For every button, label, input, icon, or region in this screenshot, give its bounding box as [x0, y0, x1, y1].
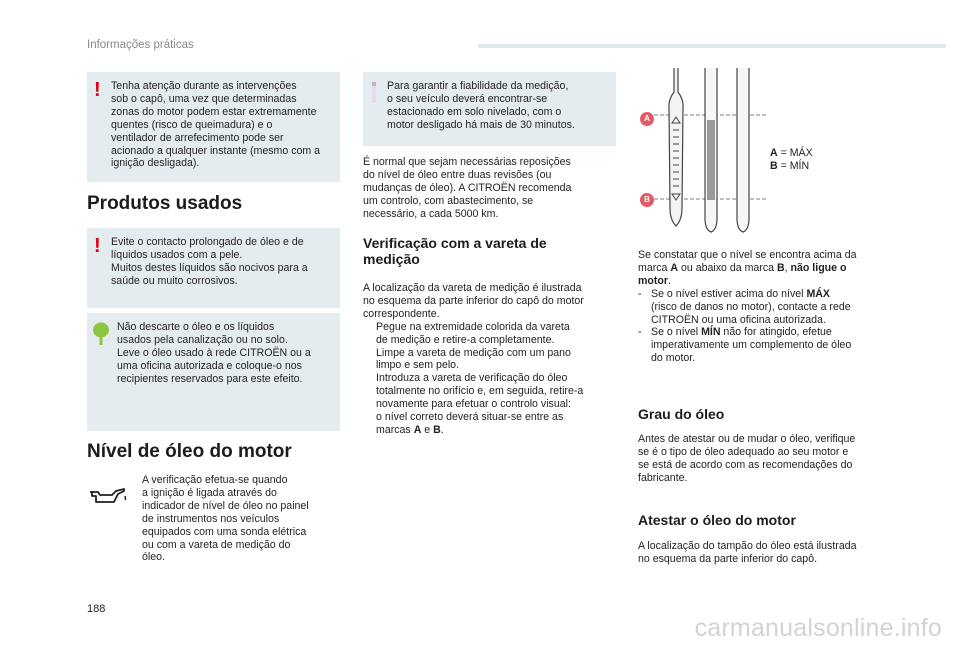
warning-box-skin-contact — [87, 228, 340, 308]
list-item: - Se o nível MÍN não for atingido, efetue — [638, 326, 832, 339]
warning-text: Evite o contacto prolongado de óleo e de líquidos usados com a pele. Muitos destes líquidos são nocivos para a saúde ou muito corrosivos. — [111, 236, 308, 287]
products-heading: Produtos usados — [87, 193, 243, 214]
dipstick-heading: Verificação com a vareta de medição — [363, 235, 547, 267]
list-item: Introduza a vareta de verificação do óleo — [376, 372, 568, 385]
eco-text: Não descarte o óleo e os líquidos usados pela canalização ou no solo. Leve o óleo usado à rede CITROËN ou a uma oficina autorizada e coloque-o nos recipientes reservados para este efeito. — [117, 321, 311, 385]
section-title: Informações práticas — [87, 39, 194, 51]
oil-fill-heading: Atestar o óleo do motor — [638, 512, 796, 528]
oil-fill-text: A localização do tampão do óleo está ilustrada no esquema da parte inferior do capô. — [638, 540, 857, 565]
dipstick-instructions: A localização da vareta de medição é ilustrada no esquema da parte inferior do capô do motor correspondente. Pegue na extremidade colorida da vareta de medição e retire-a completamente. Limpe a vareta de medição com um pano limpo e sem pelo. Introduza a vareta de verificação do óleo totalmente no orifício e, em seguida, retire-a novamente para efetuar o controlo visual: o nível correto deverá situar-se entre as marcas A e B. — [363, 282, 618, 437]
dipstick-tip — [669, 68, 683, 226]
oil-level-heading: Nível de óleo do motor — [87, 441, 292, 462]
oil-grade-heading: Grau do óleo — [638, 406, 725, 422]
marker-b: B — [640, 193, 654, 207]
dipstick-legend: A = MÁX B = MÍN — [770, 147, 813, 172]
list-item: Limpe a vareta de medição com um pano — [376, 346, 571, 359]
level-check-text: Se constatar que o nível se encontra acima da marca A ou abaixo da marca B, não ligue o motor. - Se o nível estiver acima do nível MÁX (risco de danos no motor), contacte a rede CITROËN ou uma oficina autorizada. - Se o nível MÍN não for atingido, efetue imperativamente um complemento de óleo do motor. — [638, 249, 898, 365]
oil-grade-text: Antes de atestar ou de mudar o óleo, verifique se é o tipo de óleo adequado ao seu motor e se está de acordo com as recomendações do fabricante. — [638, 433, 856, 484]
header-rule — [478, 44, 946, 48]
oil-can-icon — [90, 487, 128, 505]
page-number: 188 — [87, 603, 106, 615]
oil-level-text: A verificação efetua-se quando a ignição é ligada através do indicador de nível de óleo no painel de instrumentos nos veículos equipados com uma sonda elétrica ou com a vareta de medição do óleo. — [142, 474, 309, 564]
info-icon — [372, 82, 376, 103]
watermark: carmanualsonline.info — [694, 614, 942, 642]
warning-icon: ! — [94, 79, 101, 101]
dipstick-shaft-3 — [737, 68, 749, 232]
dipstick-diagram — [628, 68, 768, 238]
eco-box — [87, 313, 340, 431]
normal-refill-text: É normal que sejam necessárias reposições do nível de óleo entre duas revisões (ou mudanças de óleo). A CITROËN recomenda um controlo, com abastecimento, se necessário, a cada 5000 km. — [363, 156, 572, 220]
list-item: Pegue na extremidade colorida da vareta — [376, 320, 570, 333]
warning-icon: ! — [94, 235, 101, 257]
eco-tree-icon — [92, 322, 110, 346]
info-box-level-ground — [363, 72, 616, 146]
warning-box-engine-hot — [87, 72, 340, 182]
info-text: Para garantir a fiabilidade da medição, o seu veículo deverá encontrar-se estacionado em solo nivelado, com o motor desligado há mais de 30 minutos. — [387, 80, 575, 131]
marker-a: A — [640, 112, 654, 126]
list-item: - Se o nível estiver acima do nível MÁX — [638, 287, 830, 300]
warning-text: Tenha atenção durante as intervenções sob o capô, uma vez que determinadas zonas do motor podem estar extremamente quentes (risco de queimadura) e o ventilador de arrefecimento pode ser acionado a qualquer instante (mesmo com a ignição desligada). — [111, 80, 321, 170]
oil-film — [707, 120, 715, 200]
